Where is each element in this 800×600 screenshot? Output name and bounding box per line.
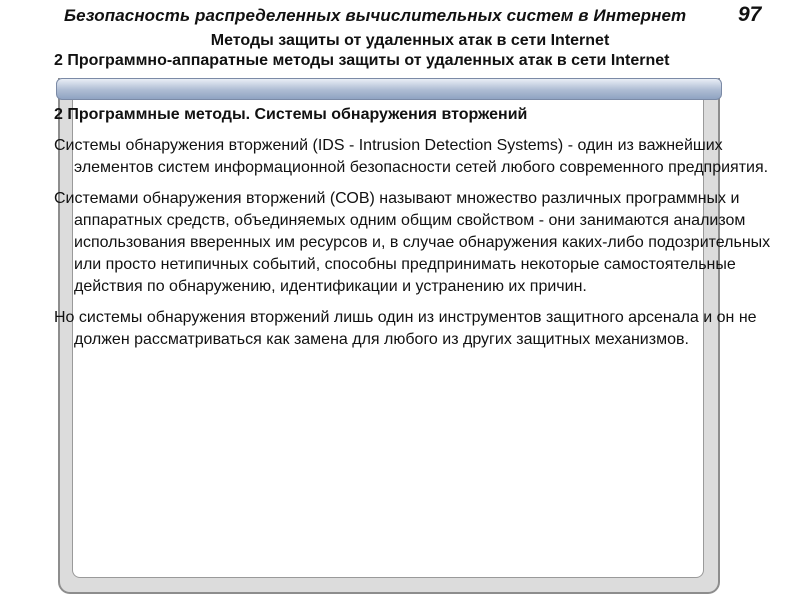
content-heading: 2 Программные методы. Системы обнаружения вторжений xyxy=(54,106,528,123)
header-subtitle: Методы защиты от удаленных атак в сети Internet xyxy=(210,32,610,49)
paragraph-ids-limitation: Но системы обнаружения вторжений лишь один из инструментов защитного арсенала и он не должен рассматриваться как замена для любого из других защитных механизмов. xyxy=(54,309,757,348)
content-body xyxy=(54,104,774,360)
section-title: 2 Программно-аппаратные методы защиты от удаленных атак в сети Internet xyxy=(54,52,670,69)
header-title: Безопасность распределенных вычислительных систем в Интернет xyxy=(64,6,687,25)
paragraph-ids-definition: Системы обнаружения вторжений (IDS - Intrusion Detection Systems) - один из важнейших элементов систем информационной безопасности сетей любого современного предприятия. xyxy=(54,137,769,176)
content-panel-header-bar xyxy=(56,78,722,100)
paragraph-sov-description: Системами обнаружения вторжений (СОВ) называют множество различных программных и аппаратных средств, объединяемых одним общим свойством - они занимаются анализом использования вверенных им ресурсов и, в случае обнаружения каких-либо подозрительных или просто нетипичных событий, способны предпринимать некоторые самостоятельные действия по обнаружению, идентификации и устранению их причин. xyxy=(54,190,771,295)
page-number: 97 xyxy=(738,3,762,26)
